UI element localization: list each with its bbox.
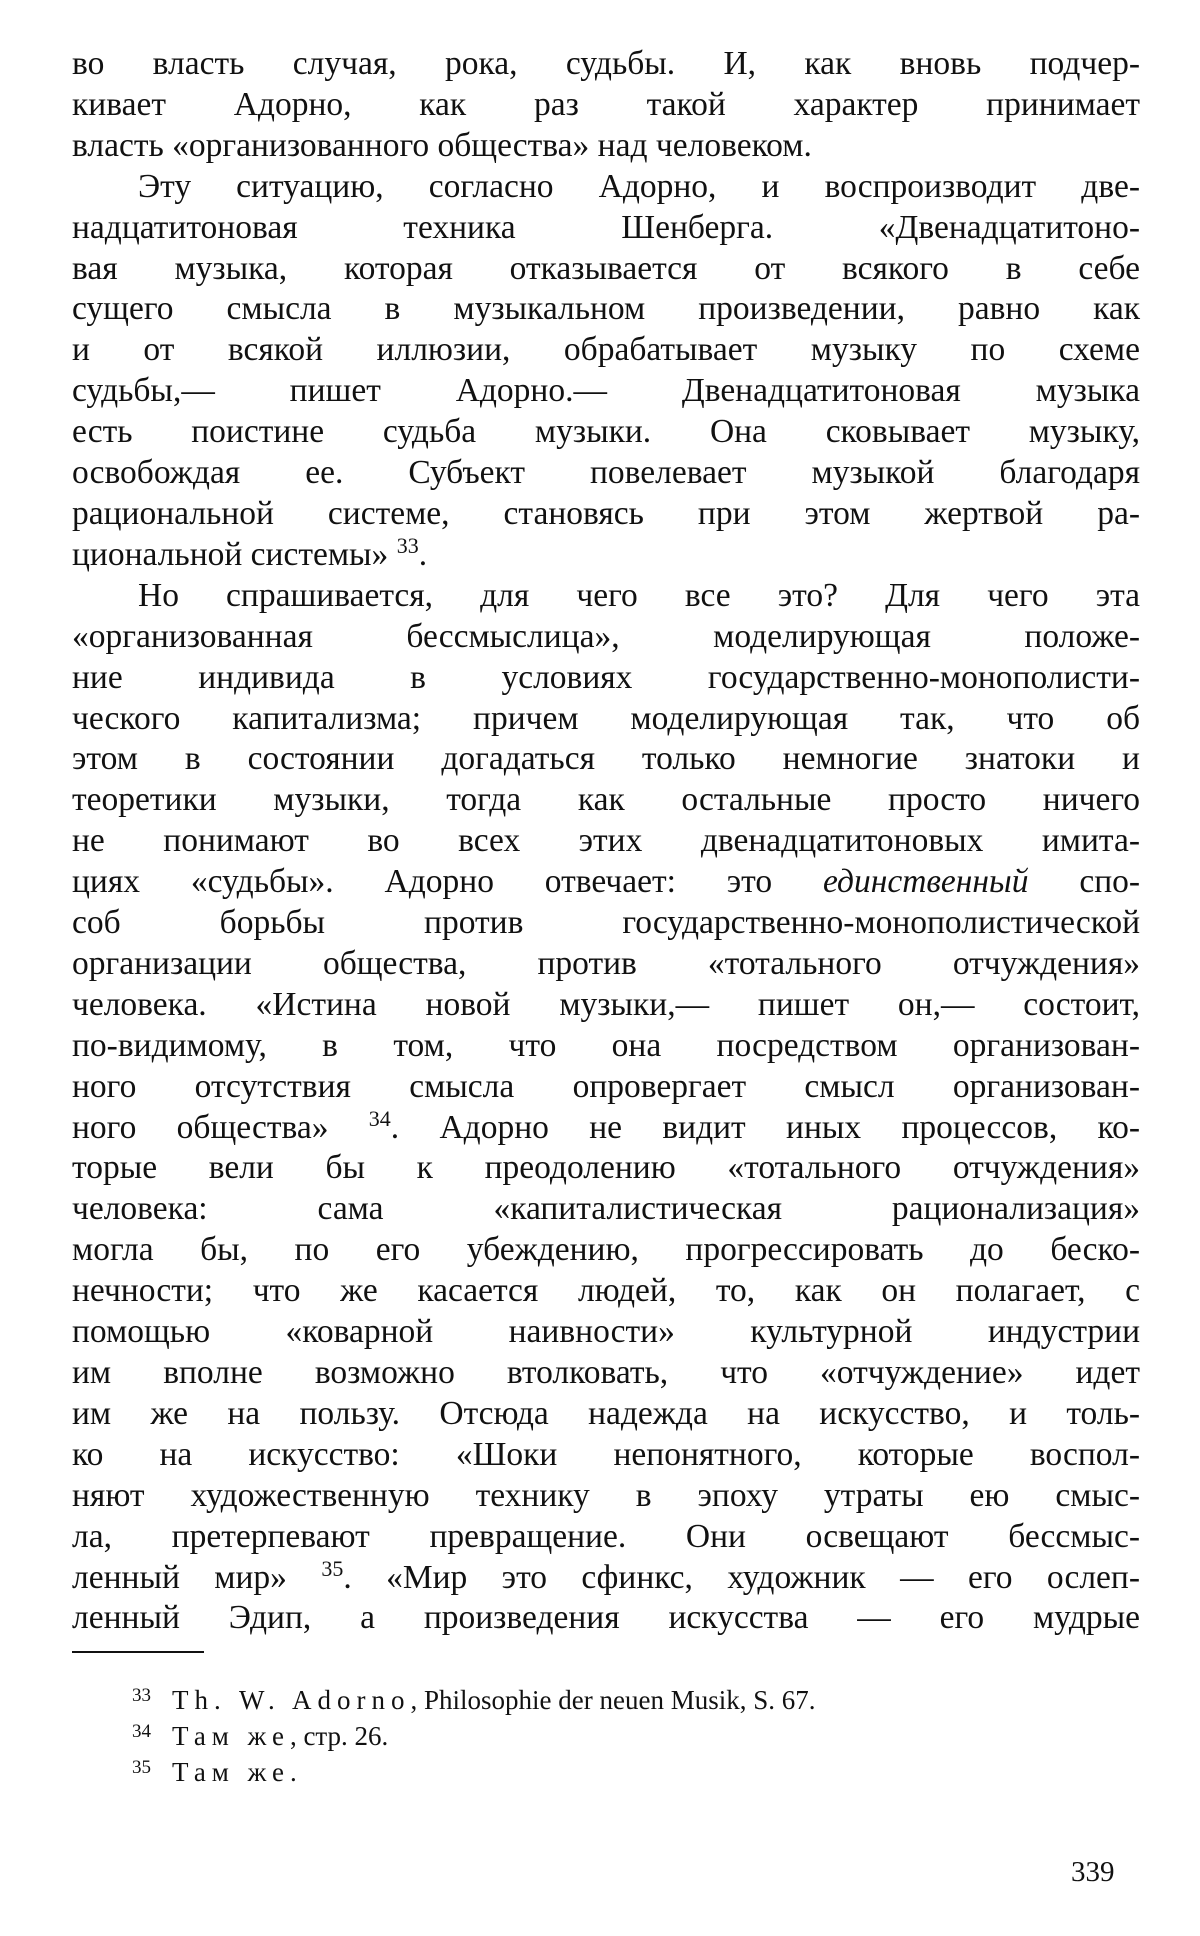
- footnote-35: [132, 1752, 816, 1788]
- text-segment: циональной системы»: [72, 535, 389, 573]
- text-line: судьбы,— пишет Адорно.— Двенадцатитоновая музыка: [72, 372, 1140, 410]
- text-line: Но спрашивается, для чего все это? Для чего эта: [138, 576, 1140, 614]
- text-segment: . Адорно не видит иных процессов, ко-: [390, 1108, 1140, 1146]
- text-line: во власть случая, рока, судьбы. И, как вновь подчер-: [72, 45, 1140, 82]
- footnotes: [132, 1680, 816, 1788]
- text-line: им вполне возможно втолковать, что «отчуждение» идет: [72, 1354, 1140, 1391]
- footnote-text: , Philosophie der neuen Musik, S. 67.: [410, 1685, 816, 1715]
- text-segment: .: [418, 535, 428, 573]
- text-line: ла, претерпевают превращение. Они освещают бессмыс-: [72, 1517, 1140, 1555]
- text-line: ленный Эдип, а произведения искусства — его мудрые: [72, 1599, 1140, 1637]
- paragraph-2: [72, 167, 1140, 576]
- text-line: [72, 532, 1140, 576]
- text-line: помощью «коварной наивности» культурной индустрии: [72, 1313, 1140, 1351]
- footnote-author: Там же: [172, 1721, 290, 1751]
- paragraph-1: [72, 44, 1140, 167]
- text-line: освобождая ее. Субъект повелевает музыкой благодаря: [72, 454, 1140, 492]
- footnote-34: [132, 1716, 816, 1752]
- footnote-ref-34[interactable]: 34: [368, 1105, 391, 1131]
- text-line: вая музыка, которая отказывается от всякого в себе: [72, 249, 1140, 287]
- text-line: [72, 862, 1140, 903]
- text-line: «организованная бессмыслица», моделирующая положе-: [72, 617, 1140, 655]
- text-line: ние индивида в условиях государственно-монополисти-: [72, 658, 1140, 696]
- text-line: [72, 1555, 1140, 1599]
- page-number: 339: [1071, 1856, 1115, 1888]
- footnote-ref-33[interactable]: 33: [396, 532, 419, 558]
- text-segment: спо-: [1079, 863, 1141, 901]
- footnote-number: 33: [132, 1685, 151, 1706]
- text-line: теоретики музыки, тогда как остальные просто ничего: [72, 781, 1140, 819]
- paragraph-3: [72, 576, 1140, 1640]
- footnote-text: , стр. 26.: [289, 1721, 389, 1751]
- text-line: и от всякой иллюзии, обрабатывает музыку по схеме: [72, 331, 1140, 369]
- emphasis-text: единственный: [822, 863, 1029, 901]
- text-line: организации общества, против «тотального отчуждения»: [72, 944, 1140, 982]
- main-text: [72, 44, 1140, 1639]
- footnote-divider: [72, 1651, 204, 1653]
- text-line: не понимают во всех этих двенадцатитоновых имита-: [72, 822, 1140, 860]
- text-line: этом в состоянии догадаться только немногие знатоки и: [72, 740, 1140, 778]
- footnote-text: .: [289, 1757, 297, 1787]
- footnote-author: Там же: [172, 1757, 290, 1787]
- text-line: торые вели бы к преодолению «тотального отчуждения»: [72, 1149, 1140, 1187]
- text-line: сущего смысла в музыкальном произведении, равно как: [72, 290, 1140, 328]
- text-line: есть поистине судьба музыки. Она сковывает музыку,: [72, 413, 1140, 451]
- footnote-number: 35: [132, 1757, 151, 1778]
- footnote-author: Th. W. Adorno: [172, 1685, 411, 1715]
- text-segment: ленный мир»: [72, 1558, 287, 1596]
- text-line: могла бы, по его убеждению, прогрессировать до беско-: [72, 1231, 1140, 1269]
- text-line: няют художественную технику в эпоху утраты ею смыс-: [72, 1476, 1140, 1514]
- text-line: надцатитоновая техника Шенберга. «Двенадцатитоно-: [72, 208, 1140, 246]
- text-line: по-видимому, в том, что она посредством организован-: [72, 1026, 1140, 1064]
- text-line: ческого капитализма; причем моделирующая так, что об: [72, 699, 1140, 737]
- text-line: ного отсутствия смысла опровергает смысл организован-: [72, 1067, 1140, 1105]
- text-line: рациональной системе, становясь при этом жертвой ра-: [72, 494, 1140, 532]
- text-line: кивает Адорно, как раз такой характер принимает: [72, 85, 1140, 123]
- footnote-ref-35[interactable]: 35: [321, 1555, 344, 1581]
- text-segment: . «Мир это сфинкс, художник — его ослеп-: [343, 1558, 1140, 1596]
- text-line: власть «организованного общества» над человеком.: [72, 126, 812, 164]
- text-line: [72, 1105, 1140, 1149]
- footnote-33: [132, 1680, 816, 1716]
- text-line: нечности; что же касается людей, то, как он полагает, с: [72, 1272, 1140, 1310]
- text-segment: циях «судьбы». Адорно отвечает: это: [72, 863, 773, 901]
- footnote-number: 34: [132, 1721, 151, 1742]
- text-line: человека. «Истина новой музыки,— пишет он,— состоит,: [72, 985, 1140, 1023]
- text-line: им же на пользу. Отсюда надежда на искусство, и толь-: [72, 1394, 1140, 1432]
- text-line: соб борьбы против государственно-монополистической: [72, 904, 1140, 942]
- text-line: ко на искусство: «Шоки непонятного, которые воспол-: [72, 1435, 1140, 1473]
- text-line: человека: сама «капиталистическая рационализация»: [72, 1190, 1140, 1228]
- text-line: Эту ситуацию, согласно Адорно, и воспроизводит две-: [138, 167, 1140, 205]
- text-segment: ного общества»: [72, 1108, 329, 1146]
